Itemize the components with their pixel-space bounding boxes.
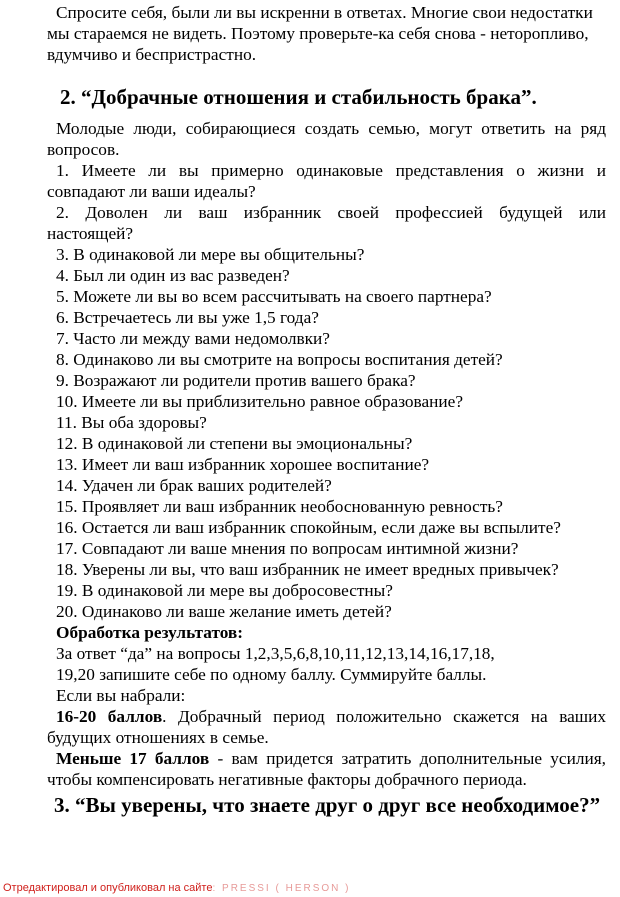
question-item: 13. Имеет ли ваш избранник хорошее воспитание? — [56, 455, 430, 474]
score-range-bold: Меньше 17 баллов — [56, 749, 210, 768]
question-item: 8. Одинаково ли вы смотрите на вопросы воспитания детей? — [56, 350, 503, 369]
question-line: 1. Имеете ли вы примерно одинаковые представления о жизни и — [56, 161, 606, 180]
question-item: 11. Вы оба здоровы? — [56, 413, 207, 432]
section-heading: 3. “Вы уверены, что знаете друг о друг все необходимое?” — [54, 793, 601, 817]
footer-brand: : PRESSI ( HERSON ) — [212, 883, 351, 894]
question-item: 5. Можете ли вы во всем рассчитывать на своего партнера? — [56, 287, 492, 306]
question-item: 6. Встречаетесь ли вы уже 1,5 года? — [56, 308, 319, 327]
question-item: 10. Имеете ли вы приблизительно равное образование? — [56, 392, 463, 411]
question-line: настоящей? — [47, 224, 134, 243]
intro-line: Спросите себя, были ли вы искренни в ответах. Многие свои недостатки — [56, 3, 593, 22]
score-line: будущих отношениях в семье. — [47, 728, 269, 747]
score-line: чтобы компенсировать негативные факторы добрачного периода. — [47, 770, 527, 789]
footer-credit — [3, 882, 350, 895]
lead-line: вопросов. — [47, 140, 120, 159]
results-heading: Обработка результатов: — [56, 623, 244, 642]
question-item: 12. В одинаковой ли степени вы эмоциональны? — [56, 434, 413, 453]
question-item: 14. Удачен ли брак ваших родителей? — [56, 476, 332, 495]
question-item: 9. Возражают ли родители против вашего брака? — [56, 371, 416, 390]
results-line: Если вы набрали: — [56, 686, 186, 705]
question-item: 20. Одинаково ли ваше желание иметь детей? — [56, 602, 392, 621]
results-line: 19,20 запишите себе по одному баллу. Суммируйте баллы. — [56, 665, 487, 684]
section-heading: 2. “Добрачные отношения и стабильность брака”. — [60, 85, 537, 109]
results-line: За ответ “да” на вопросы 1,2,3,5,6,8,10,11,12,13,14,16,17,18, — [56, 644, 495, 663]
question-item: 17. Совпадают ли ваше мнения по вопросам интимной жизни? — [56, 539, 519, 558]
footer-text: Отредактировал и опубликовал на сайте — [3, 882, 213, 894]
intro-line: мы стараемся не видеть. Поэтому проверьте-ка себя снова - неторопливо, — [47, 24, 589, 43]
lead-line: Молодые люди, собирающиеся создать семью, могут ответить на ряд — [56, 119, 606, 138]
question-line: совпадают ли ваши идеалы? — [47, 182, 256, 201]
score-line — [0, 706, 620, 727]
question-line: 2. Доволен ли ваш избранник своей профессией будущей или — [56, 203, 606, 222]
score-text: . Добрачный период положительно скажется на ваших — [162, 707, 606, 726]
question-item: 19. В одинаковой ли мере вы добросовестны? — [56, 581, 393, 600]
score-line — [0, 748, 620, 769]
intro-line: вдумчиво и беспристрастно. — [47, 45, 257, 64]
question-item: 7. Часто ли между вами недомолвки? — [56, 329, 330, 348]
score-text: - вам придется затратить дополнительные усилия, — [209, 749, 606, 768]
question-item: 15. Проявляет ли ваш избранник необоснованную ревность? — [56, 497, 503, 516]
question-item: 18. Уверены ли вы, что ваш избранник не имеет вредных привычек? — [56, 560, 559, 579]
question-item: 4. Был ли один из вас разведен? — [56, 266, 290, 285]
question-item: 3. В одинаковой ли мере вы общительны? — [56, 245, 365, 264]
score-range-bold: 16-20 баллов — [56, 707, 163, 726]
question-item: 16. Остается ли ваш избранник спокойным, если даже вы вспылите? — [56, 518, 561, 537]
